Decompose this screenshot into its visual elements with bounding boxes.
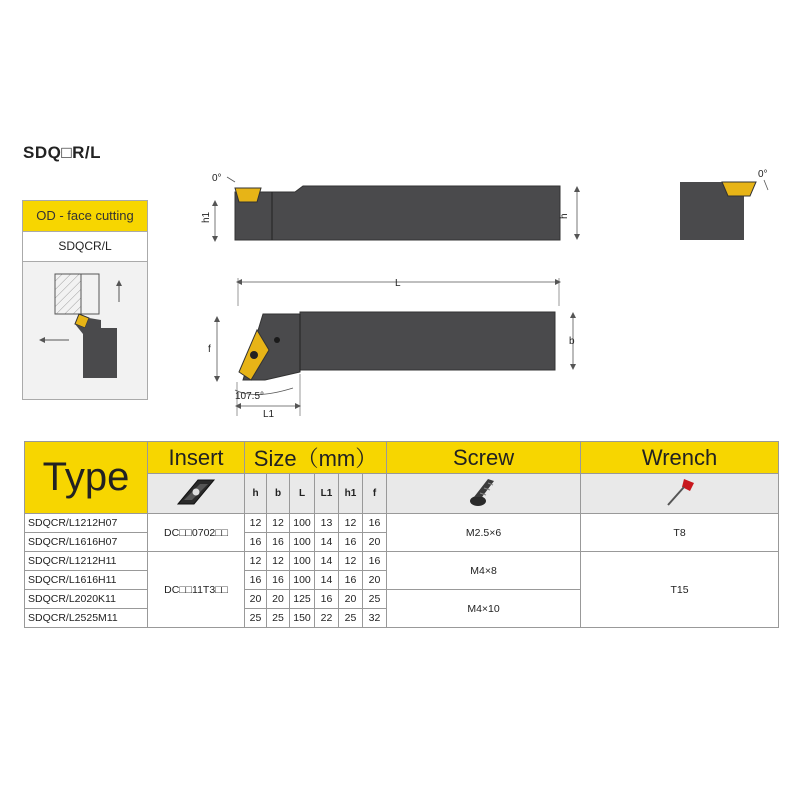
table-row	[25, 552, 779, 571]
dim-f-label: f	[208, 344, 211, 355]
torx-wrench-icon	[660, 475, 700, 509]
tool-body-top	[235, 186, 560, 240]
size-cell: 16	[363, 514, 387, 533]
angle-label-side: 107.5°	[235, 391, 265, 402]
size-cell: 125	[290, 590, 315, 609]
size-cell: 25	[245, 609, 267, 628]
series-title: SDQ□R/L	[23, 143, 101, 162]
size-cell: 12	[267, 514, 290, 533]
insert-top	[235, 188, 261, 202]
dim-h1-label: h1	[201, 211, 212, 223]
operation-panel	[22, 200, 148, 400]
size-cell: 14	[315, 533, 339, 552]
torx-screw-icon	[464, 475, 504, 509]
screw-cell: M2.5×6	[387, 514, 581, 552]
size-cell: 12	[339, 514, 363, 533]
insert-cell: DC□□0702□□	[148, 514, 245, 552]
end-view-drawing	[678, 160, 788, 250]
size-cell: 25	[267, 609, 290, 628]
size-cell: 12	[339, 552, 363, 571]
size-cell: 100	[290, 514, 315, 533]
size-cell: 16	[267, 571, 290, 590]
insert-icon-cell	[148, 474, 245, 514]
operation-label: OD - face cutting	[23, 201, 147, 232]
size-cell: 25	[339, 609, 363, 628]
col-f: f	[363, 474, 387, 514]
spec-table	[24, 441, 779, 628]
model-cell: SDQCR/L1616H11	[25, 571, 148, 590]
size-cell: 16	[315, 590, 339, 609]
size-cell: 16	[339, 571, 363, 590]
angle-label: 0°	[212, 173, 222, 184]
dim-L-label: L	[395, 278, 401, 289]
wrench-header: Wrench	[581, 442, 779, 474]
col-b: b	[267, 474, 290, 514]
screw-cell: M4×8	[387, 552, 581, 590]
machining-sketch	[23, 262, 147, 399]
size-cell: 12	[267, 552, 290, 571]
tool-shank	[83, 328, 117, 378]
top-view-drawing	[195, 160, 595, 250]
size-cell: 16	[339, 533, 363, 552]
insert-end	[722, 182, 756, 196]
angle-label-end: 0°	[758, 169, 768, 180]
size-cell: 100	[290, 533, 315, 552]
col-L1: L1	[315, 474, 339, 514]
wrench-icon-cell	[581, 474, 779, 514]
tool-body-side	[243, 312, 555, 380]
size-cell: 16	[245, 571, 267, 590]
wrench-cell: T8	[581, 514, 779, 552]
size-cell: 20	[267, 590, 290, 609]
size-cell: 100	[290, 552, 315, 571]
table-row	[25, 514, 779, 533]
size-cell: 32	[363, 609, 387, 628]
size-header: Size（mm）	[245, 442, 387, 474]
size-cell: 16	[363, 552, 387, 571]
model-cell: SDQCR/L1616H07	[25, 533, 148, 552]
insert-header: Insert	[148, 442, 245, 474]
size-cell: 20	[339, 590, 363, 609]
screw-icon-cell	[387, 474, 581, 514]
size-cell: 12	[245, 552, 267, 571]
model-cell: SDQCR/L1212H07	[25, 514, 148, 533]
operation-model: SDQCR/L	[23, 232, 147, 262]
size-cell: 25	[363, 590, 387, 609]
size-cell: 20	[245, 590, 267, 609]
insert-cell: DC□□11T3□□	[148, 552, 245, 628]
dim-b-label: b	[569, 336, 575, 347]
screw-cell: M4×10	[387, 590, 581, 628]
model-cell: SDQCR/L2020K11	[25, 590, 148, 609]
model-cell: SDQCR/L1212H11	[25, 552, 148, 571]
diamond-insert-icon	[174, 476, 218, 508]
size-cell: 12	[245, 514, 267, 533]
size-cell: 14	[315, 571, 339, 590]
wrench-cell: T15	[581, 552, 779, 628]
dim-L1-label: L1	[263, 409, 275, 420]
col-h: h	[245, 474, 267, 514]
size-cell: 150	[290, 609, 315, 628]
col-h1: h1	[339, 474, 363, 514]
size-cell: 20	[363, 571, 387, 590]
model-cell: SDQCR/L2525M11	[25, 609, 148, 628]
size-cell: 14	[315, 552, 339, 571]
size-cell: 16	[245, 533, 267, 552]
size-cell: 16	[267, 533, 290, 552]
size-cell: 20	[363, 533, 387, 552]
size-cell: 13	[315, 514, 339, 533]
type-header: Type	[25, 442, 148, 514]
col-L: L	[290, 474, 315, 514]
side-view-drawing	[205, 272, 595, 432]
dim-h-label: h	[559, 213, 570, 219]
size-cell: 22	[315, 609, 339, 628]
size-cell: 100	[290, 571, 315, 590]
screw-header: Screw	[387, 442, 581, 474]
